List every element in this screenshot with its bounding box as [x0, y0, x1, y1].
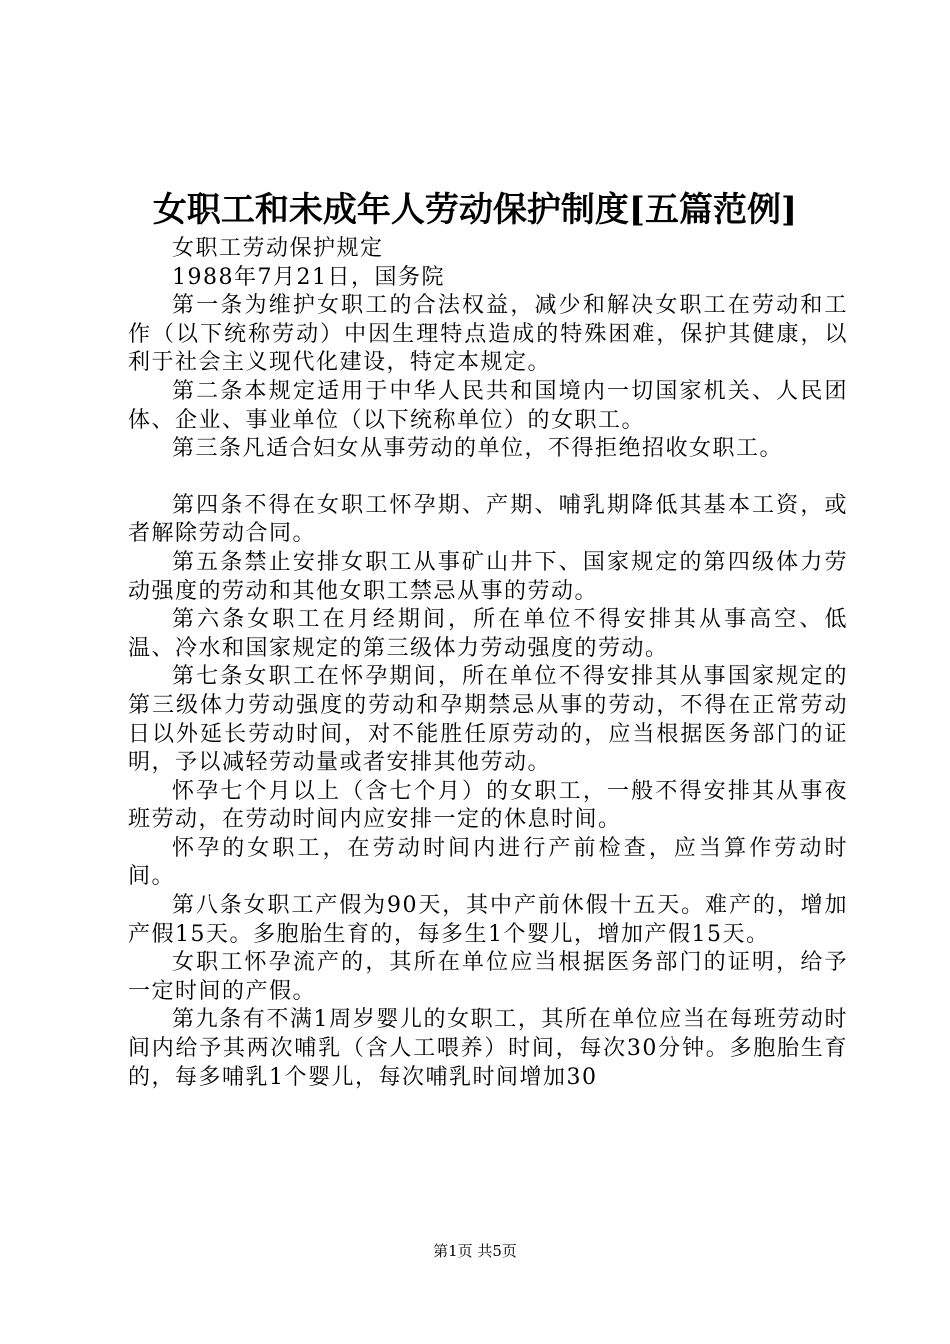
- paragraph-article-4: 第四条不得在女职工怀孕期、产期、哺乳期降低其基本工资，或者解除劳动合同。: [128, 492, 848, 547]
- page-footer: 第1页 共5页: [433, 1242, 517, 1260]
- document-title: 女职工和未成年人劳动保护制度[五篇范例]: [152, 190, 798, 230]
- paragraph-article-8-sub-1: 女职工怀孕流产的，其所在单位应当根据医务部门的证明，给予一定时间的产假。: [128, 950, 848, 1004]
- paragraph-article-9: 第九条有不满1周岁婴儿的女职工，其所在单位应当在每班劳动时间内给予其两次哺乳（含人工喂养）时间，每次30分钟。多胞胎生育的，每多哺乳1个婴儿，每次哺乳时间增加30: [128, 1007, 848, 1090]
- paragraph-subtitle: 女职工劳动保护规定: [172, 236, 384, 261]
- paragraph-date: 1988年7月21日，国务院: [172, 264, 445, 290]
- paragraph-article-7-sub-1: 怀孕七个月以上（含七个月）的女职工，一般不得安排其从事夜班劳动，在劳动时间内应安排一定的休息时间。: [128, 778, 848, 833]
- paragraph-article-6: 第六条女职工在月经期间，所在单位不得安排其从事高空、低温、冷水和国家规定的第三级体力劳动强度的劳动。: [128, 607, 848, 661]
- document-body: [128, 235, 848, 1092]
- paragraph-article-7-sub-2: 怀孕的女职工，在劳动时间内进行产前检查，应当算作劳动时间。: [128, 835, 848, 890]
- paragraph-article-7: 第七条女职工在怀孕期间，所在单位不得安排其从事国家规定的第三级体力劳动强度的劳动和孕期禁忌从事的劳动，不得在正常劳动日以外延长劳动时间，对不能胜任原劳动的，应当根据医务部门的证明，予以减轻劳动量或者安排其他劳动。: [128, 664, 848, 776]
- paragraph-article-5: 第五条禁止安排女职工从事矿山井下、国家规定的第四级体力劳动强度的劳动和其他女职工禁忌从事的劳动。: [128, 549, 848, 604]
- paragraph-article-2: 第二条本规定适用于中华人民共和国境内一切国家机关、人民团体、企业、事业单位（以下统称单位）的女职工。: [128, 378, 848, 433]
- paragraph-article-1: 第一条为维护女职工的合法权益，减少和解决女职工在劳动和工作（以下统称劳动）中因生理特点造成的特殊困难，保护其健康，以利于社会主义现代化建设，特定本规定。: [128, 293, 848, 376]
- paragraph-article-3: 第三条凡适合妇女从事劳动的单位，不得拒绝招收女职工。: [172, 436, 784, 462]
- paragraph-article-8: 第八条女职工产假为90天，其中产前休假十五天。难产的，增加产假15天。多胞胎生育的，每多生1个婴儿，增加产假15天。: [128, 893, 848, 947]
